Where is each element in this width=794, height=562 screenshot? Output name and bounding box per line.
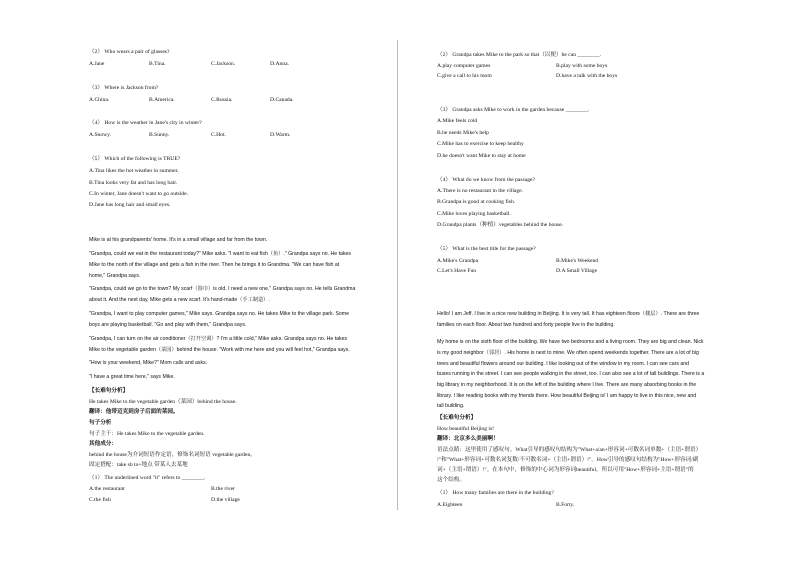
passage-line: big library in my neighborhood. It is on the left of the building where I live. There are many absorbing books in the xyxy=(437,382,697,388)
option-c: C.the fish xyxy=(89,497,111,503)
option-d: D.Anna. xyxy=(270,61,289,67)
option-a: A.Eighteen xyxy=(437,502,463,508)
analysis-line: !"和"What+形容词+可数名词复数/不可数名词+（主语+谓语）!"。How引导的感叹句结构为"How+形容词/副 xyxy=(437,457,699,463)
option-d: D.A Small Village xyxy=(556,268,598,274)
option-c: C.Mike has to exercise to keep healthy xyxy=(437,141,524,147)
option-a: A.the restaurant xyxy=(89,486,125,492)
passage-line: "I have a great time here," says Mike. xyxy=(89,374,175,380)
passage-line: tall building. xyxy=(437,403,465,409)
question-stem: （2） Who wears a pair of glasses? xyxy=(89,49,170,55)
passage-line: buses running in the street. I can see people walking in the street, too. I can also see a lot of tall buildings. There is a xyxy=(437,371,705,377)
option-d: D.the village xyxy=(211,497,240,503)
passage-line: home," Grandpa says. xyxy=(89,273,141,279)
option-d: D.Warm. xyxy=(270,132,291,138)
analysis-line: 词+（主语+谓语）!"。在本句中，修饰的中心词为形容词beautiful，所以可用"How+形容词+主语+谓语"的 xyxy=(437,467,694,473)
question-stem: （1） How many families are there in the building? xyxy=(437,490,554,496)
passage-line: families on each floor. About two hundred and forty people live in the building. xyxy=(437,322,615,328)
passage-line: about it. And the next day, Mike gets a new scarf. It's hand-made（手工制造）. xyxy=(89,297,270,303)
option-d: D.have a talk with the boys xyxy=(556,73,618,79)
option-a: A.Mike feels cold xyxy=(437,118,478,124)
analysis-trunk: 句子主干：He takes Mike to the vegetable garden. xyxy=(89,431,205,437)
analysis-other: behind the house为介词短语作定语，修饰名词短语 vegetable garden。 xyxy=(89,452,256,458)
question-stem: （1） The underlined word "it" refers to ________. xyxy=(89,475,206,481)
option-b: B.Sunny. xyxy=(149,132,170,138)
option-c: C.In winter, Jane doesn't want to go outside. xyxy=(89,191,188,197)
option-b: B.Forty. xyxy=(556,502,575,508)
option-c: C.Let's Have Fun xyxy=(437,268,477,274)
passage-line: trees and beautiful flowers around our building. I like looking out of the window in my room. I can see cars and xyxy=(437,361,690,367)
option-a: A.play computer games xyxy=(437,63,491,69)
option-c: C.Russia. xyxy=(211,97,233,103)
option-a: A.China. xyxy=(89,97,110,103)
analysis-heading: 【长难句分析】 xyxy=(89,388,129,394)
passage-line: "Grandpa, I can turn on the air conditioner（打开空调）? I'm a little cold," Mike asks. Grandpa says no. He takes xyxy=(89,336,348,342)
question-stem: （3） Grandpa asks Mike to work in the garden because ________. xyxy=(437,107,590,113)
analysis-label: 其他成分： xyxy=(89,441,117,447)
option-b: B.he needs Mike's help xyxy=(437,130,489,136)
analysis-line: 这个结构。 xyxy=(437,477,465,483)
option-b: B.the river xyxy=(211,486,235,492)
option-b: B.Tina. xyxy=(149,61,166,67)
analysis-label: 句子分析 xyxy=(89,420,112,426)
passage-line: "Grandpa, I want to play computer games," Mike says. Grandpa says no. He takes Mike to the village park. Some xyxy=(89,311,350,317)
option-a: A.Jane xyxy=(89,61,105,67)
question-stem: （2） Grandpa takes Mike to the park so that（以便）he can ________. xyxy=(437,52,602,58)
analysis-line: 语法点睛：这里使用了感叹句。What引导的感叹句结构为"What+a/an+形容词+可数名词单数+（主语+谓语） xyxy=(437,447,702,453)
passage-line: Mike is at his grandparents' home. It's in a small village and far from the town. xyxy=(89,237,268,243)
option-a: A.There is no restaurant in the village. xyxy=(437,188,524,194)
right-page xyxy=(397,0,794,562)
option-b: B.America. xyxy=(149,97,175,103)
option-d: D.Grandpa plants（种植）vegetables behind the house. xyxy=(437,222,564,228)
question-stem: （3） Where is Jackson from? xyxy=(89,85,159,91)
passage-line: "How is your weekend, Mike?" Mom calls and asks. xyxy=(89,360,208,366)
option-c: C.give a call to his mom xyxy=(437,73,492,79)
analysis-heading: 【长难句分析】 xyxy=(437,415,477,421)
option-d: D.Jane has long hair and small eyes. xyxy=(89,202,171,208)
option-b: B.Mike's Weekend xyxy=(556,258,599,264)
option-b: B.play with some boys xyxy=(556,63,608,69)
passage-line: library. I like reading books with my friends there. How beautiful Beijing is! I am happy to live in this nice, new and xyxy=(437,393,697,399)
analysis-sentence: He takes Mike to the vegetable garden（菜园）behind the house. xyxy=(89,399,237,405)
passage-line: "Grandpa, could we eat in the restaurant today?" Mike asks. "I want to eat fish（鱼）." Grandpa says no. He takes xyxy=(89,251,351,257)
passage-line: Mike to the north of the village and gets a fish in the river. Then he brings it to Grandma. "We can have fish at xyxy=(89,262,340,268)
option-a: A.Mike's Grandpa xyxy=(437,258,479,264)
passage-line: My home is on the sixth floor of the building. We have two bedrooms and a living room. They are big and clean. Nick xyxy=(437,339,704,345)
option-d: D.he doesn't want Mike to stay at home xyxy=(437,153,526,159)
passage-line: "Grandpa, could we go to the town? My scarf（围巾）is old. I need a new one," Grandpa says no. He tells Grandma xyxy=(89,286,356,292)
option-b: B.Grandpa is good at cooking fish. xyxy=(437,199,516,205)
option-c: C.Mike loves playing basketball. xyxy=(437,211,511,217)
option-b: B.Tina looks very fat and has long hair. xyxy=(89,180,178,186)
option-a: A.Snowy. xyxy=(89,132,112,138)
passage-line: is my good neighbor（邻居）. His home is next to mine. We often spend weekends together. There are a lot of big xyxy=(437,350,699,356)
option-c: C.Hot. xyxy=(211,132,226,138)
analysis-translation: 翻译：北京多么美丽啊！ xyxy=(437,436,499,442)
passage-line: Hello! I am Jeff. I live in a nice new building in Beijing. It is very tall. It has eighteen floors（楼层）. There are three xyxy=(437,311,700,317)
question-stem: （5） Which of the following is TRUE? xyxy=(89,156,181,162)
question-stem: （4） How is the weather in Jane's city in winter? xyxy=(89,120,202,126)
analysis-sentence: How beautiful Beijing is! xyxy=(437,426,495,432)
option-c: C.Jackson. xyxy=(211,61,236,67)
option-a: A.Tina likes the hot weather in summer. xyxy=(89,168,179,174)
question-stem: （4） What do we know from the passage? xyxy=(437,177,536,183)
option-d: D.Canada. xyxy=(270,97,294,103)
analysis-phrase: 固定搭配：take sb to+地点 带某人去某地 xyxy=(89,462,188,468)
passage-line: Mike to the vegetable garden（菜园）behind the house. "Work with me here and you will feel hot," Grandpa says. xyxy=(89,347,350,353)
analysis-translation: 翻译：他带迈克到房子后面的菜园。 xyxy=(89,409,179,415)
question-stem: （5） What is the best title for the passage? xyxy=(437,246,536,252)
passage-line: boys are playing basketball. "Go and play with them," Grandpa says. xyxy=(89,322,247,328)
